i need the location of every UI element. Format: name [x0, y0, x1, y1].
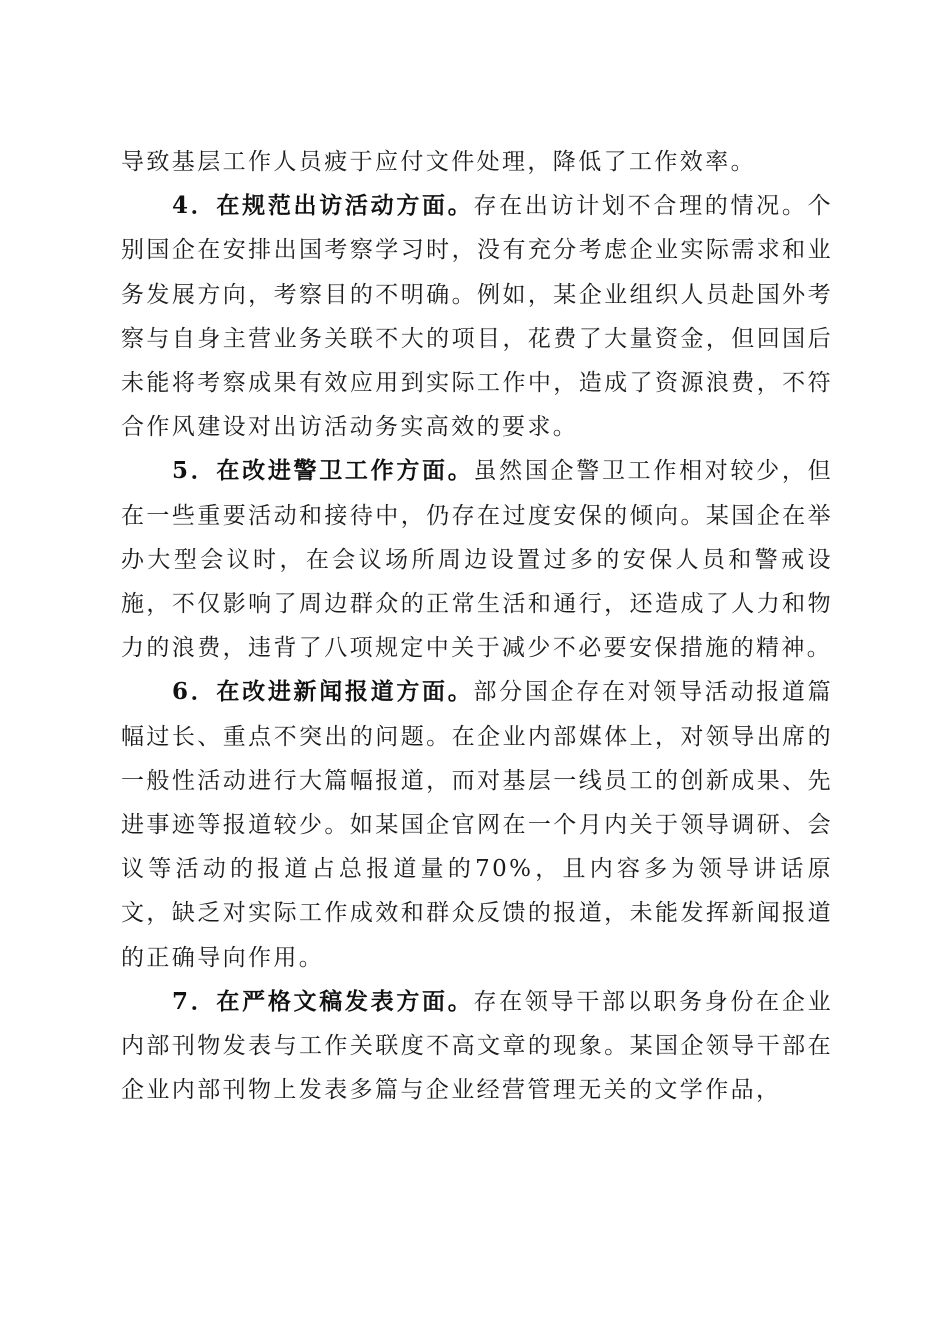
paragraph-heading: 6．在改进新闻报道方面。 — [172, 678, 474, 706]
paragraph-item-4 — [121, 184, 833, 449]
paragraph-continuation — [121, 140, 833, 184]
paragraph-text: 导致基层工作人员疲于应付文件处理，降低了工作效率。 — [121, 149, 756, 175]
paragraph-item-7 — [121, 980, 833, 1113]
paragraph-heading: 4．在规范出访活动方面。 — [172, 192, 474, 220]
paragraph-item-6 — [121, 670, 833, 979]
paragraph-text: 虽然国企警卫工作相对较少，但在一些重要活动和接待中，仍存在过度安保的倾向。某国企在举办大型会议时，在会议场所周边设置过多的安保人员和警戒设施，不仅影响了周边群众的正常生活和通行，还造成了人力和物力的浪费，违背了八项规定中关于减少不必要安保措施的精神。 — [121, 458, 833, 662]
paragraph-text: 存在领导干部以职务身份在企业内部刊物发表与工作关联度不高文章的现象。某国企领导干部在企业内部刊物上发表多篇与企业经营管理无关的文学作品， — [121, 988, 833, 1104]
paragraph-heading: 7．在严格文稿发表方面。 — [172, 987, 474, 1015]
paragraph-text: 存在出访计划不合理的情况。个别国企在安排出国考察学习时，没有充分考虑企业实际需求和业务发展方向，考察目的不明确。例如，某企业组织人员赴国外考察与自身主营业务关联不大的项目，花费了大量资金，但回国后未能将考察成果有效应用到实际工作中，造成了资源浪费，不符合作风建设对出访活动务实高效的要求。 — [121, 193, 833, 441]
paragraph-item-5 — [121, 449, 833, 670]
paragraph-text: 部分国企存在对领导活动报道篇幅过长、重点不突出的问题。在企业内部媒体上，对领导出席的一般性活动进行大篇幅报道，而对基层一线员工的创新成果、先进事迹等报道较少。如某国企官网在一个月内关于领导调研、会议等活动的报道占总报道量的70%，且内容多为领导讲话原文，缺乏对实际工作成效和群众反馈的报道，未能发挥新闻报道的正确导向作用。 — [121, 679, 833, 971]
document-body — [121, 140, 833, 1112]
paragraph-heading: 5．在改进警卫工作方面。 — [172, 457, 474, 485]
